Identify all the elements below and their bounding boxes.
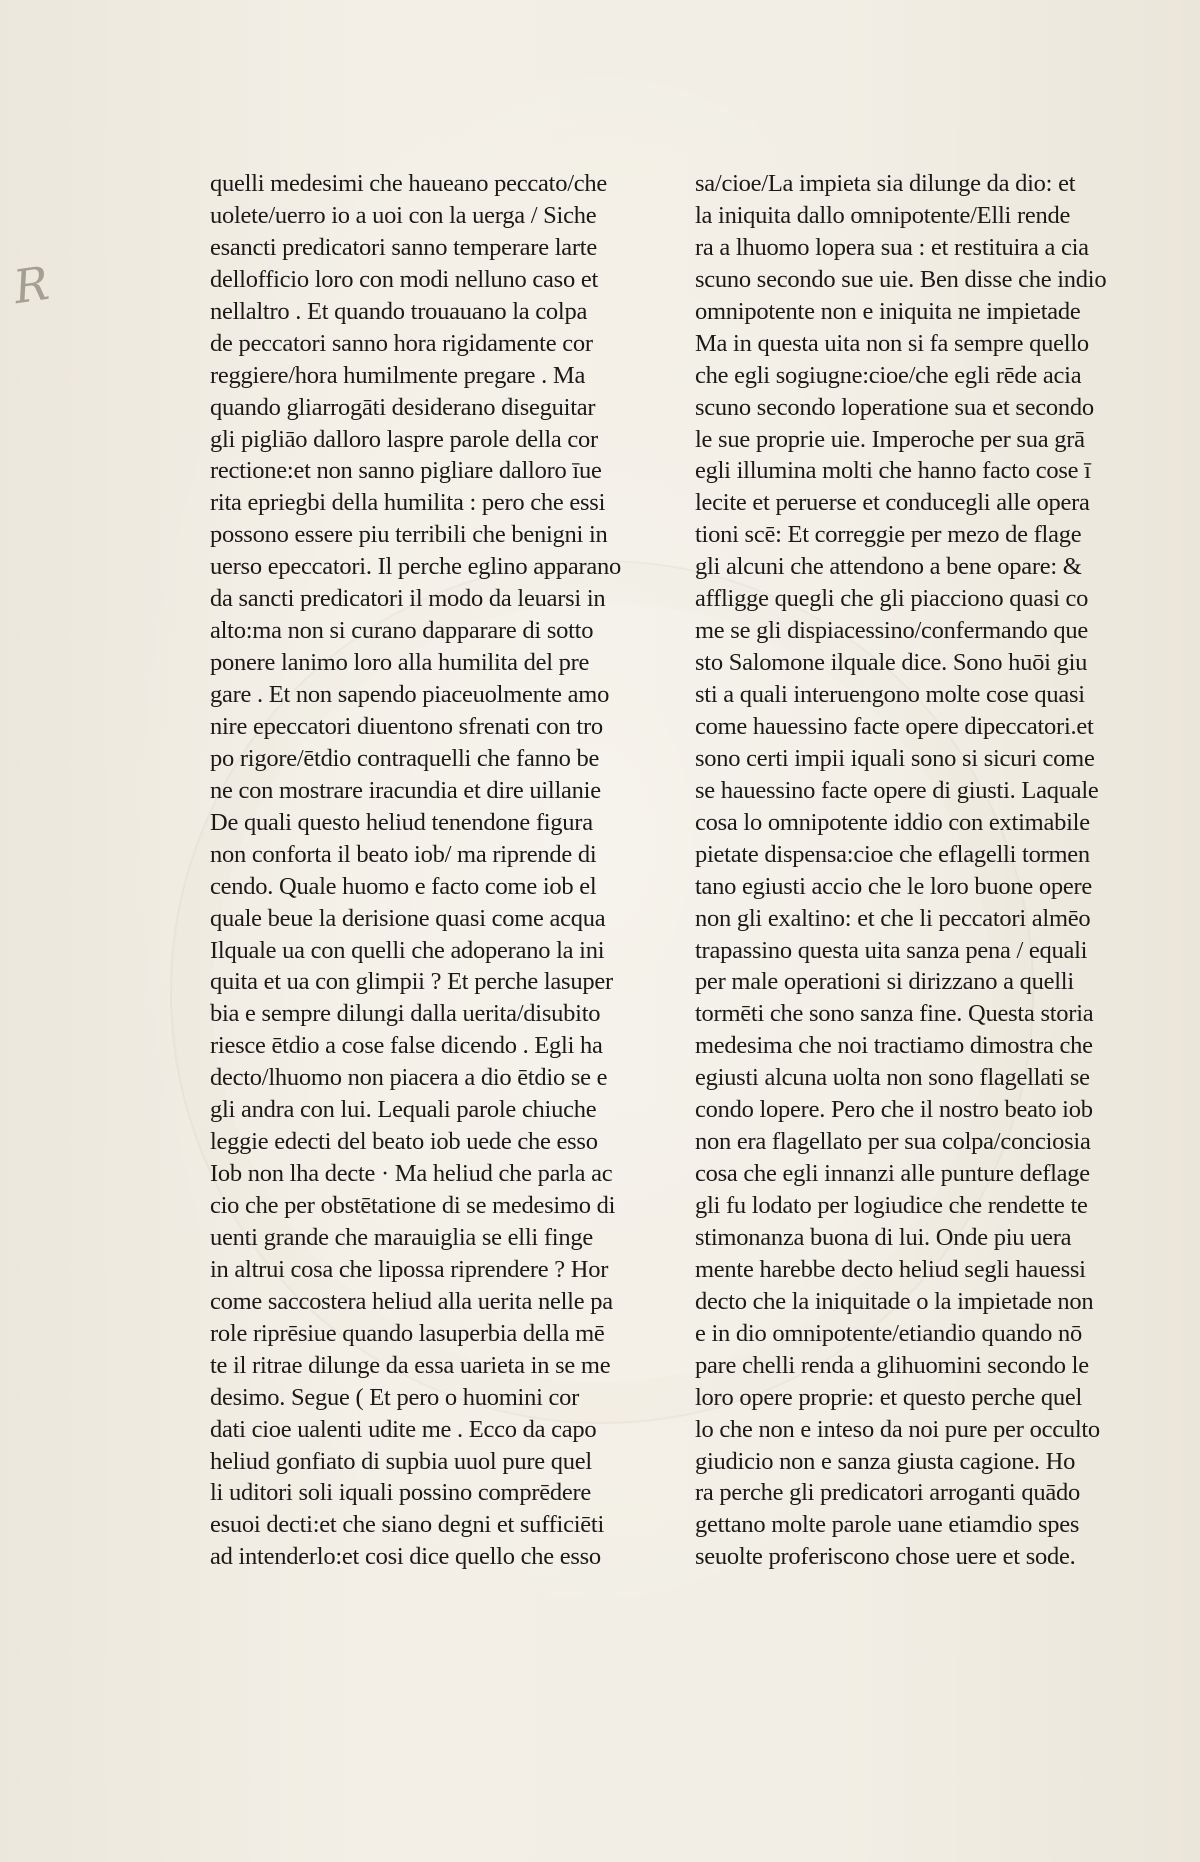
text-line: giudicio non e sanza giusta cagione. Ho [695, 1447, 1076, 1475]
text-line: scuno secondo loperatione sua et secondo [695, 393, 1094, 421]
text-line: rita epriegbi della humilita : pero che essi [210, 489, 606, 517]
text-line: dellofficio loro con modi nelluno caso et [210, 265, 599, 293]
text-line: gli fu lodato per logiudice che rendette te [695, 1192, 1088, 1219]
text-line: lecite et peruerse et conducegli alle opera [695, 489, 1090, 517]
text-line: e in dio omnipotente/etiandio quando nō [695, 1319, 1082, 1347]
text-line: sono certi impii iquali sono si sicuri come [695, 744, 1095, 772]
text-line: alto:ma non si curano dapparare di sotto [210, 617, 594, 645]
text-line: gli andra con lui. Lequali parole chiuche [210, 1096, 597, 1124]
text-line: medesima che noi tractiamo dimostra che [695, 1032, 1093, 1060]
text-line: quita et ua con glimpii ? Et perche lasuper [210, 968, 613, 996]
text-line: sto Salomone ilquale dice. Sono huōi giu [695, 649, 1088, 677]
text-line: bia e sempre dilungi dalla uerita/disubito [210, 1000, 601, 1028]
text-line: sti a quali interuengono molte cose quasi [695, 681, 1085, 708]
text-line: non era flagellato per sua colpa/conciosia [695, 1128, 1091, 1156]
text-line: come saccostera heliud alla uerita nelle pa [210, 1287, 613, 1315]
left-column [210, 168, 670, 1573]
text-line: desimo. Segue ( Et pero o huomini cor [210, 1383, 580, 1411]
text-line: seuolte proferiscono chose uere et sode. [695, 1543, 1076, 1571]
text-line: esancti predicatori sanno temperare larte [210, 233, 597, 261]
text-line: egiusti alcuna uolta non sono flagellati se [695, 1064, 1090, 1092]
text-line: trapassino questa uita sanza pena / equali [695, 936, 1088, 964]
text-line: de peccatori sanno hora rigidamente cor [210, 329, 593, 357]
text-line: rectione:et non sanno pigliare dalloro īue [210, 457, 602, 485]
text-line: decto che la iniquitade o la impietade non [695, 1287, 1094, 1315]
text-line: quando gliarrogāti desiderano diseguitar [210, 393, 596, 421]
text-line: per male operationi si dirizzano a quelli [695, 968, 1074, 996]
right-column [695, 168, 1155, 1573]
text-line: cendo. Quale huomo e facto come iob el [210, 872, 597, 900]
text-line: cosa che egli innanzi alle punture deflage [695, 1160, 1090, 1188]
text-line: Iob non lha decte · Ma heliud che parla ac [210, 1160, 613, 1188]
text-line: reggiere/hora humilmente pregare . Ma [210, 361, 586, 389]
text-line: uolete/uerro io a uoi con la uerga / Siche [210, 201, 597, 229]
text-line: come hauessino facte opere dipeccatori.et [695, 712, 1094, 740]
text-line: nire epeccatori diuentono sfrenati con tro [210, 712, 603, 740]
text-line: nellaltro . Et quando trouauano la colpa [210, 297, 588, 325]
text-line: tioni scē: Et correggie per mezo de flage [695, 521, 1082, 549]
text-line: cio che per obstētatione di se medesimo di [210, 1192, 616, 1219]
text-line: ne con mostrare iracundia et dire uillanie [210, 776, 601, 804]
text-line: po rigore/ētdio contraquelli che fanno be [210, 744, 600, 772]
text-line: uenti grande che marauiglia se elli finge [210, 1223, 593, 1251]
text-line: mente harebbe decto heliud segli hauessi [695, 1255, 1086, 1283]
text-line: ponere lanimo loro alla humilita del pre [210, 649, 590, 677]
text-line: cosa lo omnipotente iddio con extimabile [695, 808, 1090, 836]
text-line: affligge quegli che gli piacciono quasi co [695, 585, 1089, 613]
text-line: le sue proprie uie. Imperoche per sua grā [695, 425, 1085, 453]
text-line: tormēti che sono sanza fine. Questa storia [695, 1000, 1094, 1028]
text-line: omnipotente non e iniquita ne impietade [695, 297, 1081, 325]
text-line: riesce ētdio a cose false dicendo . Egli ha [210, 1032, 603, 1060]
text-line: leggie edecti del beato iob uede che esso [210, 1128, 598, 1156]
text-line: possono essere piu terribili che benigni in [210, 521, 608, 549]
text-line: ra a lhuomo lopera sua : et restituira a cia [695, 233, 1089, 261]
text-line: tano egiusti accio che le loro buone opere [695, 872, 1092, 900]
text-line: De quali questo heliud tenendone figura [210, 808, 593, 836]
text-line: che egli sogiugne:cioe/che egli rēde acia [695, 361, 1082, 389]
text-line: te il ritrae dilunge da essa uarieta in se me [210, 1351, 611, 1379]
text-line: scuno secondo sue uie. Ben disse che indio [695, 265, 1107, 293]
text-line: gli alcuni che attendono a bene opare: & [695, 553, 1082, 581]
text-line: sa/cioe/La impieta sia dilunge da dio: et [695, 170, 1076, 197]
text-line: uerso epeccatori. Il perche eglino apparano [210, 553, 621, 581]
text-line: da sancti predicatori il modo da leuarsi in [210, 585, 606, 613]
text-line: role riprēsiue quando lasuperbia della mē [210, 1319, 605, 1347]
text-line: non gli exaltino: et che li peccatori almēo [695, 904, 1091, 932]
text-line: me se gli dispiacessino/confermando que [695, 617, 1089, 645]
text-line: gettano molte parole uane etiamdio spes [695, 1511, 1080, 1539]
text-line: dati cioe ualenti udite me . Ecco da capo [210, 1415, 597, 1443]
text-line: decto/lhuomo non piacera a dio ētdio se e [210, 1064, 608, 1092]
text-line: li uditori soli iquali possino comprēdere [210, 1479, 592, 1507]
text-line: gare . Et non sapendo piaceuolmente amo [210, 681, 610, 708]
text-line: ad intenderlo:et cosi dice quello che esso [210, 1543, 601, 1571]
text-line: heliud gonfiato di supbia uuol pure quel [210, 1447, 592, 1475]
text-line: quelli medesimi che haueano peccato/che [210, 170, 608, 197]
text-line: stimonanza buona di lui. Onde piu uera [695, 1223, 1072, 1251]
text-line: la iniquita dallo omnipotente/Elli rende [695, 201, 1071, 229]
text-line: pare chelli renda a glihuomini secondo le [695, 1351, 1089, 1379]
text-line: esuoi decti:et che siano degni et sufficiēti [210, 1511, 605, 1539]
text-line: pietate dispensa:cioe che eflagelli tormen [695, 840, 1090, 868]
text-line: in altrui cosa che lipossa riprendere ? Hor [210, 1255, 609, 1283]
text-line: Ma in questa uita non si fa sempre quello [695, 329, 1089, 357]
text-line: loro opere proprie: et questo perche quel [695, 1383, 1083, 1411]
text-line: condo lopere. Pero che il nostro beato iob [695, 1096, 1093, 1124]
text-line: Ilquale ua con quelli che adoperano la ini [210, 936, 605, 964]
margin-note: R [10, 255, 53, 315]
text-line: lo che non e inteso da noi pure per occulto [695, 1415, 1100, 1443]
text-line: se hauessino facte opere di giusti. Laquale [695, 776, 1099, 804]
text-line: gli pigliāo dalloro laspre parole della cor [210, 425, 598, 453]
text-line: egli illumina molti che hanno facto cose ī [695, 457, 1091, 485]
text-line: quale beue la derisione quasi come acqua [210, 904, 606, 932]
text-line: non conforta il beato iob/ ma riprende di [210, 840, 597, 868]
text-line: ra perche gli predicatori arroganti quādo [695, 1479, 1080, 1507]
